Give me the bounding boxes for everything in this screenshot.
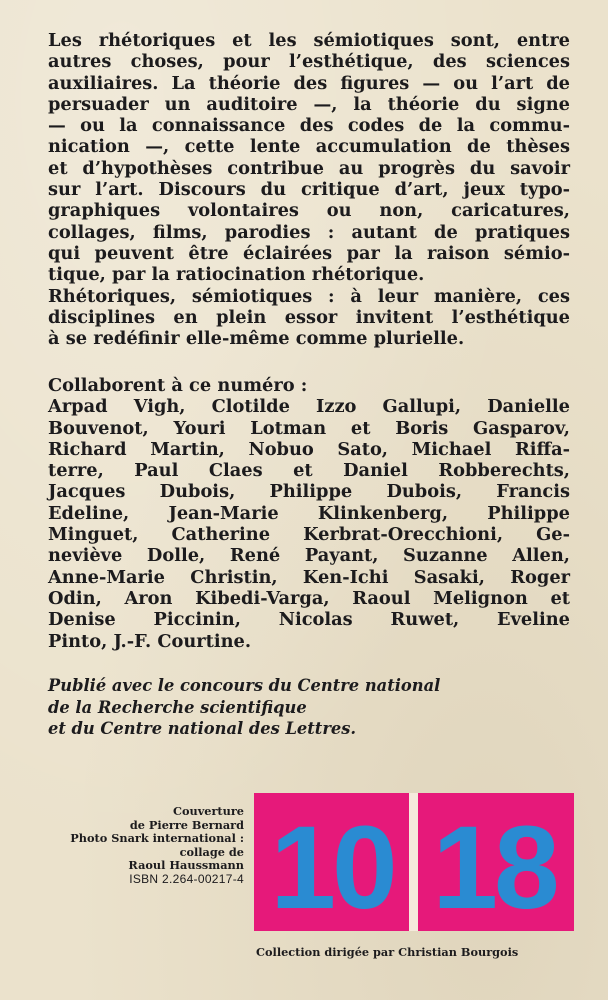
- text-line: Arpad Vigh, Clotilde Izzo Gallupi, Danielle: [48, 396, 570, 418]
- credit-line: Raoul Haussmann: [128, 858, 244, 873]
- text-line: Les rhétoriques et les sémiotiques sont, entre: [48, 30, 570, 51]
- text-line: Minguet, Catherine Kerbrat-Orecchioni, Ge-: [48, 524, 570, 546]
- publisher-logo-10-18: [254, 793, 574, 931]
- text-line: tique, par la ratiocination rhétorique.: [48, 264, 425, 286]
- contributors-heading: Collaborent à ce numéro :: [48, 375, 308, 396]
- text-line: graphiques volontaires ou non, caricatures,: [48, 200, 570, 222]
- text-line: auxiliaires. La théorie des figures — ou l’art de: [48, 72, 570, 94]
- text-line: — ou la connaissance des codes de la commu-: [48, 115, 570, 137]
- logo-number-left: 10: [270, 802, 394, 931]
- text-line: Publié avec le concours du Centre national: [48, 676, 441, 695]
- cover-credits: [20, 805, 244, 887]
- text-line: Anne-Marie Christin, Ken-Ichi Sasaki, Roger: [48, 566, 570, 588]
- isbn: ISBN 2.264-00217-4: [129, 871, 244, 886]
- text-line: Bouvenot, Youri Lotman et Boris Gasparov,: [48, 417, 570, 439]
- collection-director: Collection dirigée par Christian Bourgois: [256, 945, 519, 959]
- text-line: Rhétoriques, sémiotiques : à leur manière, ces: [48, 285, 570, 307]
- text-line: et du Centre national des Lettres.: [48, 719, 357, 738]
- text-line: Denise Piccinin, Nicolas Ruwet, Eveline: [48, 609, 570, 631]
- logo-number-right: 18: [432, 802, 556, 931]
- text-line: Edeline, Jean-Marie Klinkenberg, Philippe: [48, 502, 570, 524]
- publication-note: [48, 675, 570, 740]
- text-line: sur l’art. Discours du critique d’art, jeux typo-: [48, 179, 570, 201]
- text-line: collages, films, parodies : autant de pratiques: [48, 221, 570, 243]
- abstract-paragraph: [48, 30, 570, 349]
- text-line: à se redéfinir elle-même comme plurielle.: [48, 328, 465, 350]
- contributors-list: [48, 375, 570, 652]
- text-line: persuader un auditoire —, la théorie du signe: [48, 93, 570, 115]
- credit-line: Photo Snark international :: [70, 831, 244, 846]
- credit-line: de Pierre Bernard: [129, 817, 244, 832]
- text-line: terre, Paul Claes et Daniel Robberechts,: [48, 460, 570, 482]
- text-line: Richard Martin, Nobuo Sato, Michael Riffa-: [48, 438, 570, 460]
- logo-divider: [409, 793, 418, 931]
- text-line: disciplines en plein essor invitent l’esthétique: [48, 306, 570, 328]
- credit-line: Couverture: [172, 804, 244, 818]
- text-line: autres choses, pour l’esthétique, des sciences: [48, 51, 570, 73]
- credit-line: collage de: [179, 844, 244, 859]
- text-line: Jacques Dubois, Philippe Dubois, Francis: [48, 481, 570, 503]
- text-line: nication —, cette lente accumulation de thèses: [48, 136, 570, 158]
- text-line: et d’hypothèses contribue au progrès du savoir: [48, 157, 570, 179]
- text-line: qui peuvent être éclairées par la raison sémio-: [48, 242, 570, 264]
- text-line: neviève Dolle, René Payant, Suzanne Allen,: [48, 545, 570, 567]
- text-line: Odin, Aron Kibedi-Varga, Raoul Melignon et: [48, 587, 570, 609]
- text-line: de la Recherche scientifique: [48, 697, 307, 717]
- text-line: Pinto, J.-F. Courtine.: [48, 630, 252, 652]
